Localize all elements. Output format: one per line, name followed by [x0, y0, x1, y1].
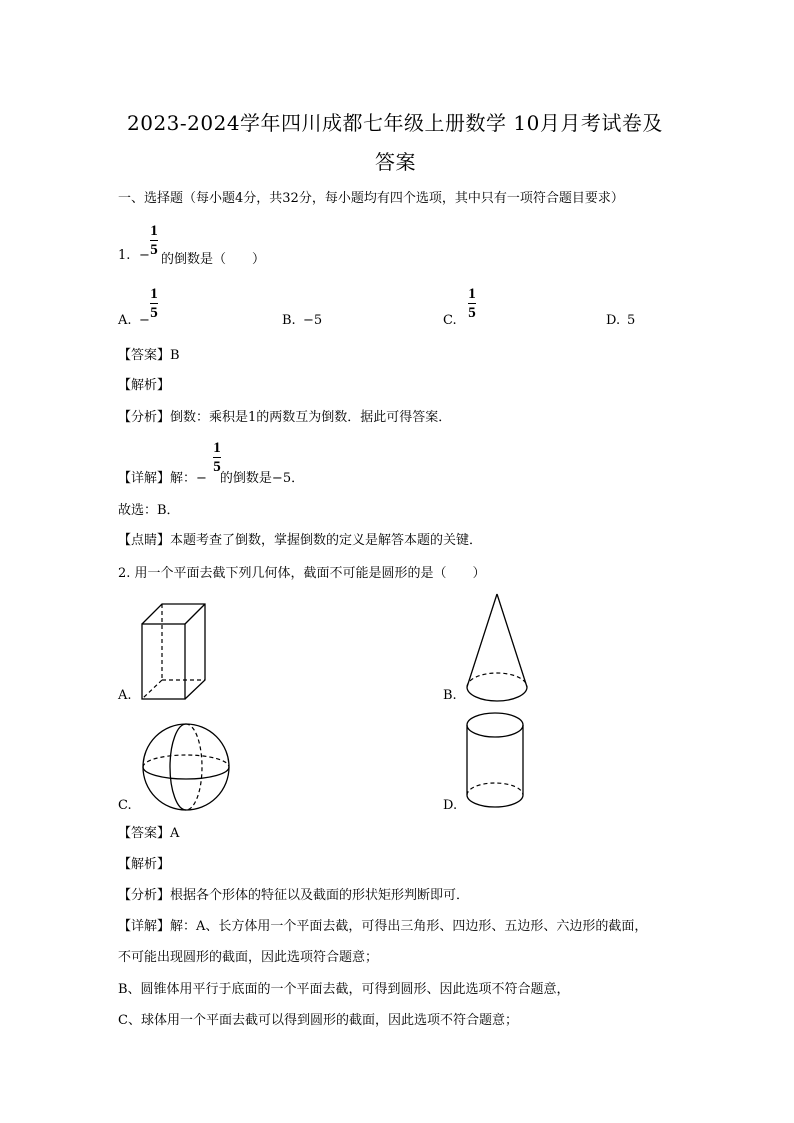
fenxi-line: [118, 884, 469, 903]
answer-tag: 【答案】: [118, 348, 171, 363]
xiangjie-text: 解：A、长方体用一个平面去截，可得出三角形、四边形、五边形、六边形的截面，: [170, 919, 648, 934]
fraction-numerator: 1: [213, 440, 221, 456]
fenxi-text: 倒数：乘积是1的两数互为倒数．据此可得答案．: [170, 410, 452, 425]
answer-value: B: [170, 348, 180, 363]
question-stem: 2. 用一个平面去截下列几何体，截面不可能是圆形的是（ ）: [118, 566, 486, 581]
xiangjie-prefix: 解：−: [170, 471, 207, 486]
fraction-denominator: 5: [213, 459, 221, 475]
option-d-label: D.: [443, 798, 458, 813]
answer-line: [118, 344, 180, 363]
xiangjie-fraction: [212, 441, 222, 474]
option-d-value: 5: [627, 313, 636, 328]
xiangjie-line-2: 不可能出现圆形的截面，因此选项符合题意；: [118, 950, 379, 965]
xiangjie-tag: 【详解】: [118, 471, 171, 486]
xiangjie-suffix: 的倒数是−5．: [219, 471, 305, 486]
fraction-numerator: 1: [150, 223, 158, 239]
cuboid-figure: [138, 600, 210, 702]
fraction-bar: [150, 240, 158, 241]
document-title-line1: 2023-2024学年四川成都七年级上册数学 10月月考试卷及: [127, 111, 663, 135]
analysis-tag: 【解析】: [118, 378, 171, 393]
section-heading: 一、选择题（每小题4分，共32分，每小题均有四个选项，其中只有一项符合题目要求）: [118, 191, 624, 206]
option-a-fraction: [149, 287, 159, 320]
fraction-bar: [468, 303, 476, 304]
analysis-tag: 【解析】: [118, 857, 171, 872]
dianjing-text: 本题考查了倒数，掌握倒数的定义是解答本题的关键．: [170, 533, 483, 548]
option-c-fraction: [467, 287, 477, 320]
fraction-numerator: 1: [468, 286, 476, 302]
fraction-numerator: 1: [150, 286, 158, 302]
option-c-label: C.: [118, 798, 132, 813]
fraction-denominator: 5: [150, 242, 158, 258]
document-title-line2: 答案: [375, 150, 416, 174]
option-d-label: D.: [606, 313, 621, 328]
fraction-denominator: 5: [468, 305, 476, 321]
answer-tag: 【答案】: [118, 826, 171, 841]
question-number: 1.: [118, 248, 131, 263]
answer-value: A: [170, 826, 180, 841]
minus-sign: −: [139, 248, 150, 263]
cone-figure: [464, 591, 530, 703]
fenxi-text: 根据各个形体的特征以及截面的形状矩形判断即可．: [170, 888, 470, 903]
xiangjie-line-1: [118, 915, 647, 934]
dianjing-line: [118, 529, 482, 548]
xiangjie-line-3: B、圆锥体用平行于底面的一个平面去截，可得到圆形、因此选项不符合题意，: [118, 982, 570, 997]
fenxi-tag: 【分析】: [118, 410, 171, 425]
option-b-label: B.: [282, 313, 296, 328]
question-stem: 的倒数是（ ）: [161, 252, 266, 267]
sphere-figure: [140, 722, 232, 812]
option-b-value: −5: [303, 313, 323, 328]
option-a-sign: −: [139, 313, 150, 328]
dianjing-tag: 【点睛】: [118, 533, 171, 548]
fenxi-line: [118, 406, 451, 425]
guxuan-line: 故选：B．: [118, 503, 180, 518]
cylinder-figure: [464, 711, 526, 811]
fraction-denominator: 5: [150, 305, 158, 321]
xiangjie-tag: 【详解】: [118, 919, 171, 934]
fraction-bar: [150, 303, 158, 304]
option-a-label: A.: [118, 313, 132, 328]
fraction-bar: [213, 457, 221, 458]
fenxi-tag: 【分析】: [118, 888, 171, 903]
option-b-label: B.: [443, 688, 457, 703]
option-c-label: C.: [443, 313, 457, 328]
option-a-label: A.: [118, 688, 132, 703]
xiangjie-line-4: C、球体用一个平面去截可以得到圆形的截面，因此选项不符合题意；: [118, 1013, 518, 1028]
answer-line: [118, 822, 179, 841]
fraction: [149, 224, 159, 257]
